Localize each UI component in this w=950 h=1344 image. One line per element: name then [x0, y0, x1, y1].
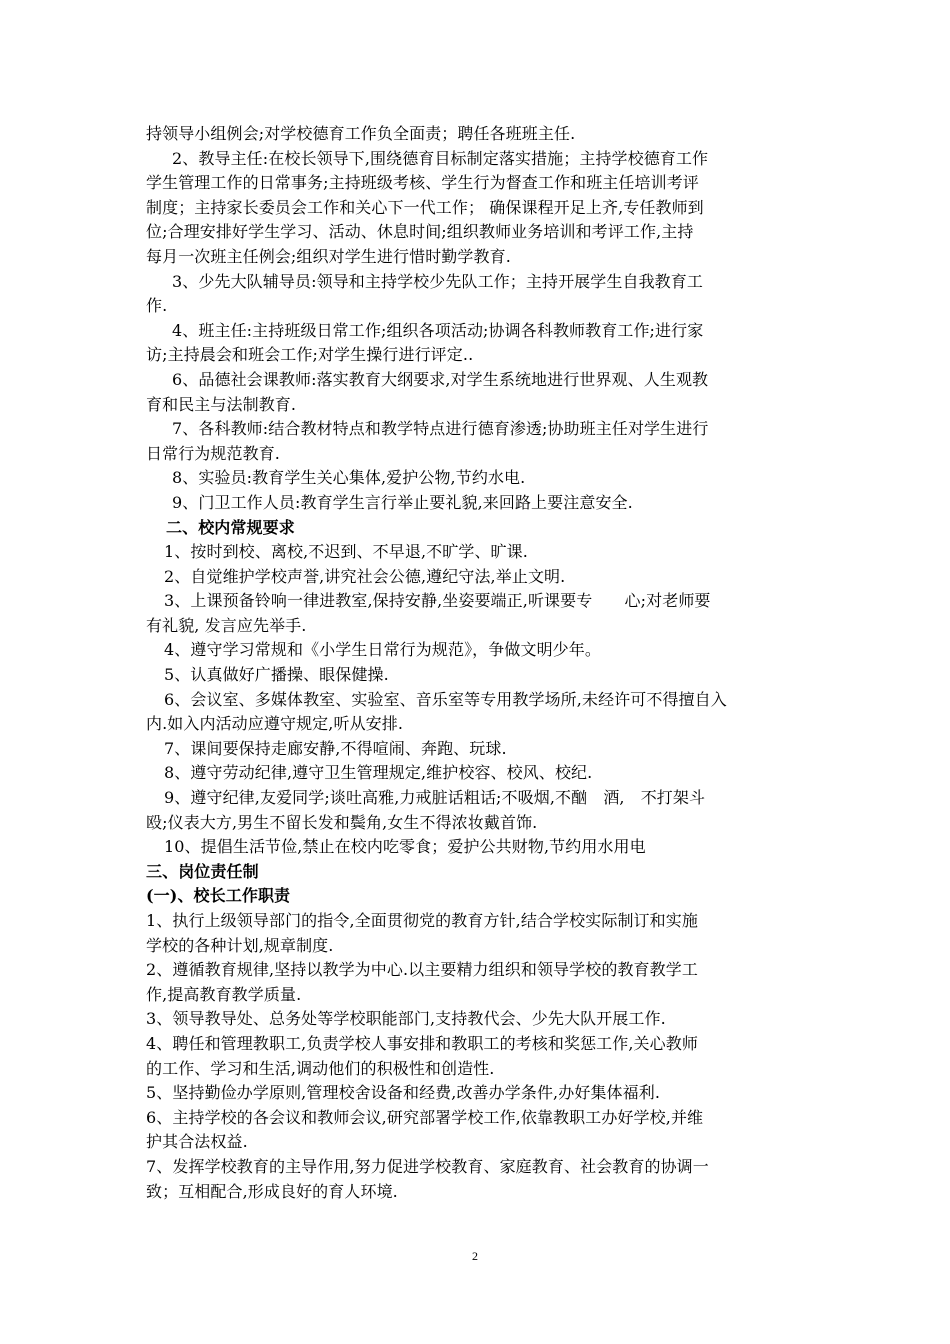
text-line: 5、坚持勤俭办学原则,管理校舍设备和经费,改善办学条件,办好集体福利.: [146, 1083, 661, 1103]
text-line: 护其合法权益.: [146, 1132, 248, 1152]
text-line: 1、按时到校、离校,不迟到、不早退,不旷学、旷课.: [164, 542, 528, 562]
text-line: 8、实验员:教育学生关心集体,爱护公物,节约水电.: [172, 468, 526, 488]
subsection-heading: (一)、校长工作职责: [146, 886, 291, 906]
text-line: 3、少先大队辅导员:领导和主持学校少先队工作；主持开展学生自我教育工: [172, 271, 703, 291]
text-line: 内.如入内活动应遵守规定,听从安排.: [146, 714, 404, 734]
text-line: 2、教导主任:在校长领导下,围绕德育目标制定落实措施；主持学校德育工作: [172, 148, 709, 168]
text-line: 访;主持晨会和班会工作;对学生操行进行评定..: [146, 345, 474, 365]
text-line: 7、各科教师:结合教材特点和教学特点进行德育渗透;协助班主任对学生进行: [172, 419, 709, 439]
text-line: 制度；主持家长委员会工作和关心下一代工作； 确保课程开足上齐,专任教师到: [146, 197, 704, 217]
section-heading: 二、校内常规要求: [166, 517, 295, 537]
text-line: 6、主持学校的各会议和教师会议,研究部署学校工作,依靠教职工办好学校,并维: [146, 1107, 704, 1127]
text-line: 2、自觉维护学校声誉,讲究社会公德,遵纪守法,举止文明.: [164, 566, 566, 586]
text-line: 4、班主任:主持班级日常工作;组织各项活动;协调各科教师教育工作;进行家: [172, 320, 704, 340]
text-line: 致；互相配合,形成良好的育人环境.: [146, 1181, 398, 1201]
text-line: 3、上课预备铃响一律进教室,保持安静,坐姿要端正,听课要专 心;对老师要: [164, 591, 711, 611]
document-body: [146, 122, 808, 1204]
text-line: 殴;仪表大方,男生不留长发和鬓角,女生不得浓妆戴首饰.: [146, 812, 538, 832]
text-line: 每月一次班主任例会;组织对学生进行惜时勤学教育.: [146, 246, 511, 266]
text-line: 作,提高教育教学质量.: [146, 984, 302, 1004]
text-line: 学校的各种计划,规章制度.: [146, 935, 334, 955]
text-line: 5、认真做好广播操、眼保健操.: [164, 665, 389, 685]
text-line: 的工作、学习和生活,调动他们的积极性和创造性.: [146, 1058, 495, 1078]
text-line: 8、遵守劳动纪律,遵守卫生管理规定,维护校容、校风、校纪.: [164, 763, 593, 783]
text-line: 10、提倡生活节俭,禁止在校内吃零食；爱护公共财物,节约用水用电: [164, 837, 646, 857]
text-line: 9、遵守纪律,友爱同学;谈吐高雅,力戒脏话粗话;不吸烟,不酗 酒, 不打架斗: [164, 788, 706, 808]
text-line: 育和民主与法制教育.: [146, 394, 297, 414]
text-line: 位;合理安排好学生学习、活动、休息时间;组织教师业务培训和考评工作,主持: [146, 222, 694, 242]
text-line: 3、领导教导处、总务处等学校职能部门,支持教代会、少先大队开展工作.: [146, 1009, 666, 1029]
page-number: 2: [472, 1249, 478, 1263]
text-line: 6、品德社会课教师:落实教育大纲要求,对学生系统地进行世界观、人生观教: [172, 369, 709, 389]
text-line: 6、会议室、多媒体教室、实验室、音乐室等专用教学场所,未经许可不得擅自入: [164, 689, 727, 709]
text-line: 4、遵守学习常规和《小学生日常行为规范》，争做文明少年。: [164, 640, 601, 660]
section-heading: 三、岗位责任制: [146, 861, 259, 881]
text-line: 7、发挥学校教育的主导作用,努力促进学校教育、家庭教育、社会教育的协调一: [146, 1156, 709, 1176]
text-line: 有礼貌, 发言应先举手.: [146, 615, 307, 635]
text-line: 2、遵循教育规律,坚持以教学为中心.以主要精力组织和领导学校的教育教学工: [146, 960, 698, 980]
text-line: 7、课间要保持走廊安静,不得喧闹、奔跑、玩球.: [164, 738, 507, 758]
text-line: 4、聘任和管理教职工,负责学校人事安排和教职工的考核和奖惩工作,关心教师: [146, 1033, 698, 1053]
text-line: 1、执行上级领导部门的指令,全面贯彻党的教育方针,结合学校实际制订和实施: [146, 911, 698, 930]
text-line: 学生管理工作的日常事务;主持班级考核、学生行为督查工作和班主任培训考评: [146, 173, 699, 193]
text-line: 作.: [146, 296, 168, 316]
text-line: 持领导小组例会;对学校德育工作负全面责；聘任各班班主任.: [146, 124, 576, 143]
text-line: 9、门卫工作人员:教育学生言行举止要礼貌,来回路上要注意安全.: [172, 492, 633, 512]
text-line: 日常行为规范教育.: [146, 443, 280, 463]
